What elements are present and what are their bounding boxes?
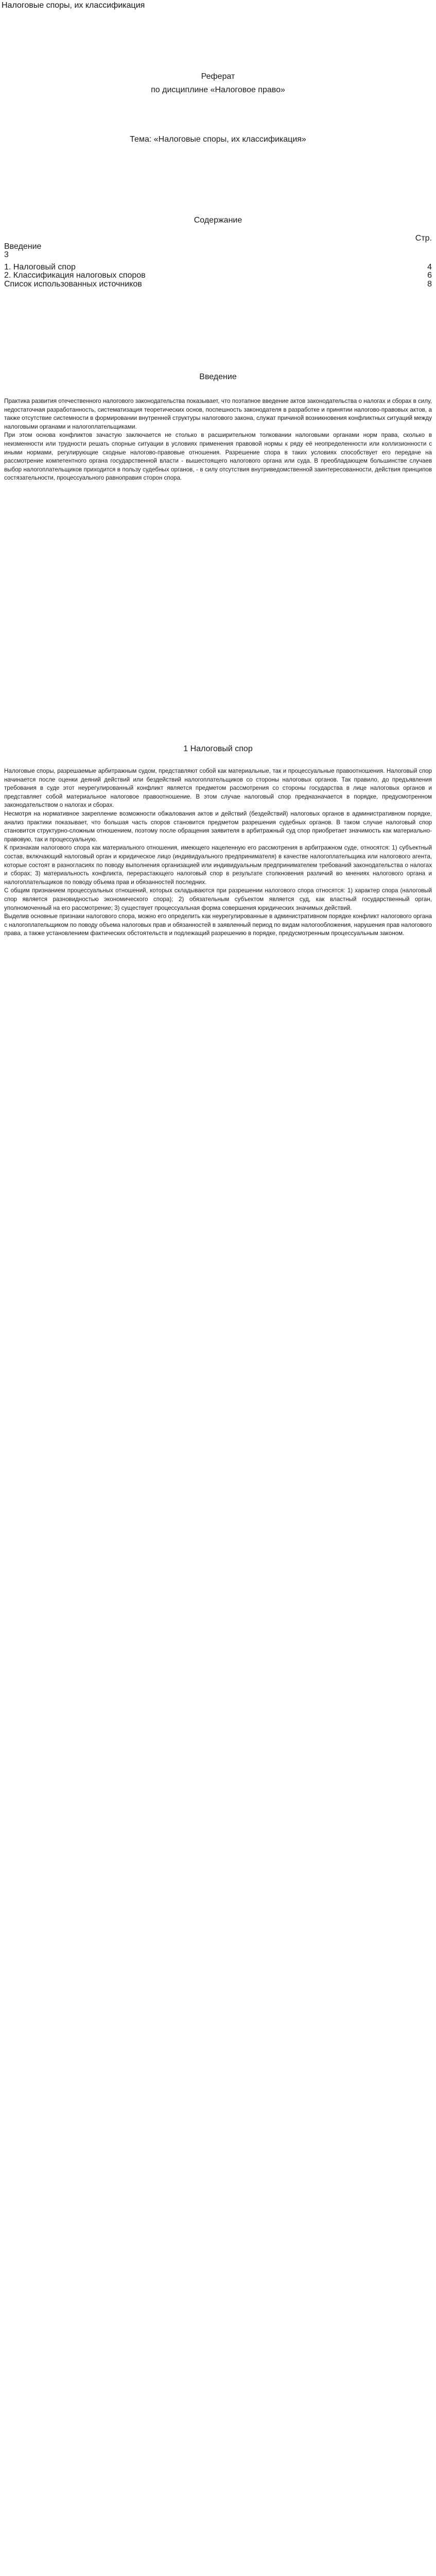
section-1-heading: 1 Налоговый спор xyxy=(183,744,253,753)
toc-item[interactable] xyxy=(4,263,432,272)
page-title: Налоговые споры, их классификация xyxy=(2,1,145,10)
toc-item-page: 4 xyxy=(427,263,432,272)
paragraph: С общим признанием процессуальных отношений, которых складываются при разрешении налогового спора относятся: 1) характер спора (налоговый спор является разновидностью экономического спора); 2) обязательным субъектом является суд, как властный государственный орган, уполномоченный на его рассмотрение; 3) существует процессуальная форма совершения юридических значимых действий. xyxy=(4,887,432,911)
paragraph: Несмотря на нормативное закрепление возможности обжалования актов и действий (бездействий) налоговых органов в административном порядке, анализ практики показывает, что большая часть споров становится предметом разрешения судебных органов. В таком случае налоговый спор становится структурно-сложным отношением, поэтому после обращения заявителя в арбитражный суд спор приобретает значимость как материально-правовую, так и процессуальную. xyxy=(4,810,432,843)
toc-item-label: 1. Налоговый спор xyxy=(4,263,76,272)
cover-doc-type: Реферат xyxy=(201,72,235,81)
toc-item-label: 2. Классификация налоговых споров xyxy=(4,271,146,280)
paragraph: Налоговые споры, разрешаемые арбитражным судом, представляют собой как материальные, так и процессуальные правоотношения. Налоговый спор начинается после оценки деяний действий или бездействий налогоплательщиков со стороны налоговых органов. Так правило, до предъявления требования в суде этот неурегулированный конфликт является предметом рассмотрения со стороны государства в лице налоговых органов и представляет собой материальное налоговое правоотношение. В этом случае налоговый спор предназначается в порядке, предусмотренном законодательством о налогах и сборах. xyxy=(4,768,432,809)
paragraph: Практика развития отечественного налогового законодательства показывает, что поэтапное введение актов законодательства о налогах и сборах в силу, недостаточная разработанность, систематизация теоретических основ, поспешность законодателя в разработке и принятии налогово-правовых актов, а также отсутствие системности в формировании внутренней структуры налогового закона, служат причиной возникновения конфликтных ситуаций между налоговыми органами и налогоплательщиками. xyxy=(4,398,432,430)
toc-intro-page: 3 xyxy=(4,250,9,259)
paragraph: К признакам налогового спора как материального отношения, имеющего нацеленную его рассмотрения в арбитражном суде, относятся: 1) субъектный состав, включающий налоговый орган и юридическое лицо (индивидуального предпринимателя) в качестве налогоплательщика или налогового агента, которые состоят в разногласиях по поводу выполнения организацией или индивидуальным предпринимателем требований законодательства о налогах и сборах; 3) материальность конфликта, перерастающего налоговый спор в результате столкновения различий во мнениях налогового органа и налогоплательщиков по поводу объема прав и обязанностей последних. xyxy=(4,844,432,886)
intro-body xyxy=(0,397,436,483)
toc-item[interactable] xyxy=(4,280,432,289)
section-1-body xyxy=(0,767,436,938)
toc-item-page: 6 xyxy=(427,271,432,280)
paragraph: При этом основа конфликтов зачастую заключается не столько в расширительном толковании налоговыми органами норм права, сколько в неизменности или трудности решать спорные ситуации в условиях применения правовой нормы к ряду её неопределенности или коллизионности с иными нормами, регулирующие сходные налогово-правовые отношения. Разрешение спора в таких условиях способствует его передаче на рассмотрение компетентного органа государственной власти - вышестоящего налогового органа или суда. В преобладающем большинстве случаев выбор налогоплательщиков приходится в пользу судебных органов, - в силу отсутствия внутриведомственной заинтересованности, действия принципов состязательности, процессуального равноправия сторон спора. xyxy=(4,432,432,482)
cover-topic: Тема: «Налоговые споры, их классификация» xyxy=(130,135,306,144)
paragraph: Выделив основные признаки налогового спора, можно его определить как неурегулированные в административном порядке конфликт налогового органа с налогоплательщиком по поводу объема налоговых прав и обязанностей в заявленный период по видам налогообложения, нарушения прав налогового права, а также установлением фактических обстоятельств и подлежащий разрешению в порядке, предусмотренным процессуальным законом. xyxy=(4,913,432,937)
toc-item-label: Список использованных источников xyxy=(4,280,142,289)
toc-intro-label: Введение xyxy=(4,242,42,251)
cover-discipline: по дисциплине «Налоговое право» xyxy=(151,86,285,94)
toc-item[interactable] xyxy=(4,271,432,280)
toc-item-page: 8 xyxy=(427,280,432,289)
intro-heading: Введение xyxy=(199,372,237,381)
toc-page-label: Стр. xyxy=(415,234,432,243)
toc-title: Содержание xyxy=(194,216,242,225)
